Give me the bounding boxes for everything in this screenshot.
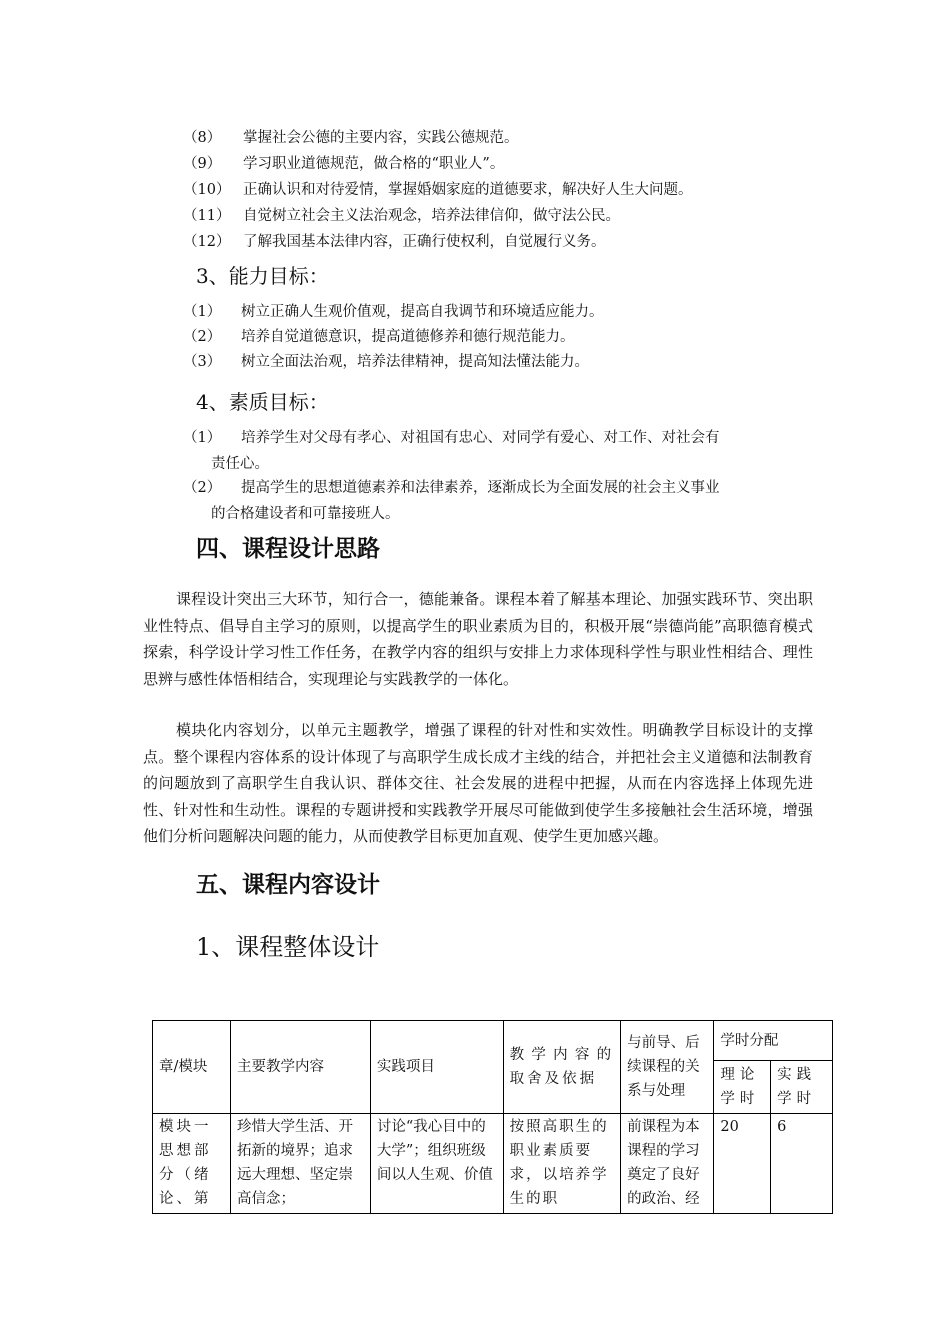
list-item [183,299,604,325]
header-basis: 教学内容的取舍及依据 [503,1021,621,1114]
list-item [183,349,589,375]
cell-theory-hours [714,1114,771,1214]
item-number: （1） [183,430,222,446]
item-text: 了解我国基本法律内容，正确行使权利，自觉履行义务。 [243,234,606,250]
item-number: （10） [183,182,231,198]
item-number: （2） [183,329,222,345]
section4-heading: 四、课程设计思路 [196,535,380,562]
cell-relation [621,1114,714,1214]
header-practice-hours: 实践学时 [771,1061,833,1114]
item-text: 培养自觉道德意识，提高道德修养和德行规范能力。 [241,329,575,345]
item-text-continued: 的合格建设者和可靠接班人。 [211,506,400,522]
item-number: （1） [183,304,222,320]
ability-heading: 3、能力目标： [196,264,329,288]
cell-text: 珍惜大学生活、开拓新的境界；追求远大理想、坚定崇高信念； [237,1119,354,1207]
cell-text: 按照高职生的职业素质要求，以培养学生的职 [509,1119,609,1207]
section5-heading: 五、课程内容设计 [196,871,380,898]
cell-text: 20 [720,1119,739,1135]
list-item [183,203,620,229]
list-item [183,324,575,350]
item-number: （12） [183,234,231,250]
item-number: （11） [183,208,231,224]
item-text: 学习职业道德规范，做合格的“职业人”。 [243,156,505,172]
cell-basis [503,1114,621,1214]
list-item [183,475,720,527]
cell-content [231,1114,371,1214]
list-item [183,425,720,477]
table-header-row [153,1021,833,1061]
header-practice-item: 实践项目 [370,1021,503,1114]
item-number: （8） [183,130,222,146]
item-text-continued: 责任心。 [211,456,269,472]
section5-subheading: 1、课程整体设计 [196,933,380,961]
cell-text: 模块一思想部分（绪论、第 [159,1119,212,1207]
item-text: 提高学生的思想道德素养和法律素养，逐渐成长为全面发展的社会主义事业 [241,480,720,496]
cell-text: 前课程为本课程的学习奠定了良好的政治、经 [627,1119,700,1207]
course-design-table [152,1020,833,1214]
item-number: （9） [183,156,222,172]
list-item [183,229,606,255]
item-text: 培养学生对父母有孝心、对祖国有忠心、对同学有爱心、对工作、对社会有 [241,430,720,446]
header-theory-hours: 理论学时 [714,1061,771,1114]
item-text: 正确认识和对待爱情，掌握婚姻家庭的道德要求，解决好人生大问题。 [243,182,693,198]
header-module: 章/模块 [153,1021,231,1114]
item-number: （3） [183,354,222,370]
list-item [183,151,504,177]
quality-heading: 4、素质目标： [196,390,329,414]
item-text: 树立正确人生观价值观，提高自我调节和环境适应能力。 [241,304,604,320]
item-number: （2） [183,480,222,496]
cell-module [153,1114,231,1214]
table-row [153,1114,833,1214]
cell-practice-hours [771,1114,833,1214]
header-content: 主要教学内容 [231,1021,371,1114]
header-relation: 与前导、后续课程的关系与处理 [621,1021,714,1114]
list-item [183,177,693,203]
item-text: 树立全面法治观，培养法律精神，提高知法懂法能力。 [241,354,589,370]
cell-text: 6 [777,1119,787,1135]
section4-paragraph-1: 课程设计突出三大环节，知行合一，德能兼备。课程本着了解基本理论、加强实践环节、突出职业性特点、倡导自主学习的原则，以提高学生的职业素质为目的，积极开展“崇德尚能”高职德育模式探索，科学设计学习性工作任务，在教学内容的组织与安排上力求体现科学性与职业性相结合、理性思辨与感性体悟相结合，实现理论与实践教学的一体化。 [143,590,813,688]
header-hours: 学时分配 [714,1021,833,1061]
section4-paragraph-2: 模块化内容划分，以单元主题教学，增强了课程的针对性和实效性。明确教学目标设计的支撑点。整个课程内容体系的设计体现了与高职学生成长成才主线的结合，并把社会主义道德和法制教育的问题放到了高职学生自我认识、群体交往、社会发展的进程中把握，从而在内容选择上体现先进性、针对性和生动性。课程的专题讲授和实践教学开展尽可能做到使学生多接触社会生活环境，增强他们分析问题解决问题的能力，从而使教学目标更加直观、使学生更加感兴趣。 [143,721,813,845]
list-item [183,125,519,151]
cell-text: 讨论“我心目中的大学”；组织班级间以人生观、价值 [376,1119,493,1183]
item-text: 自觉树立社会主义法治观念，培养法律信仰，做守法公民。 [243,208,620,224]
cell-practice-item [370,1114,503,1214]
item-text: 掌握社会公德的主要内容，实践公德规范。 [243,130,519,146]
